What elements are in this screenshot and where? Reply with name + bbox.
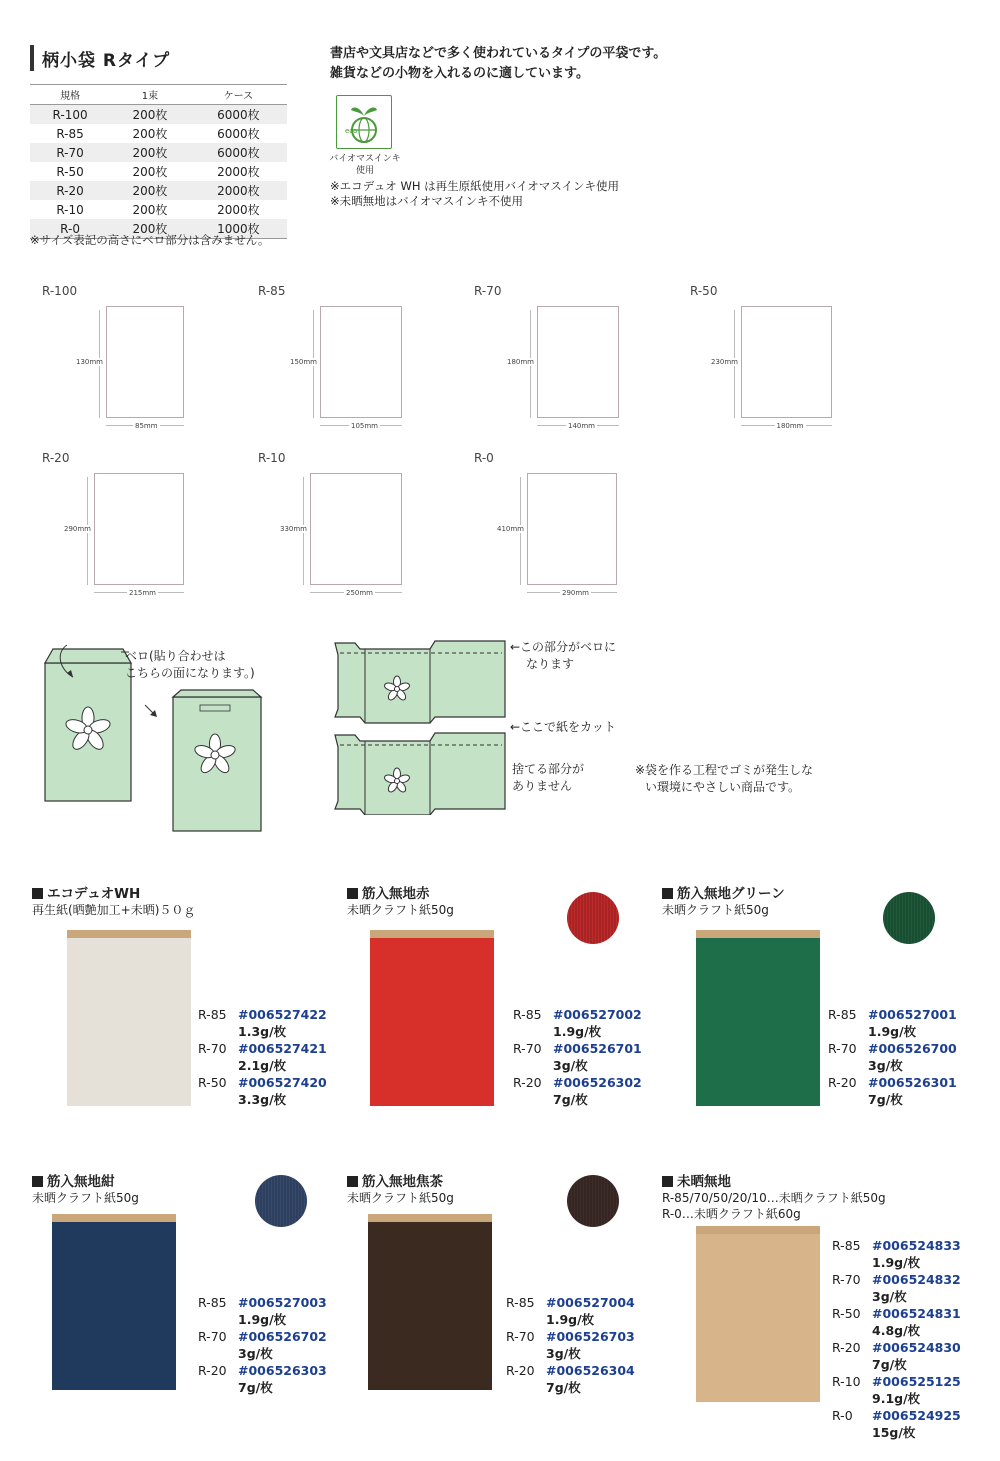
product-weight: 1.9g/枚 [238,1312,287,1327]
product-bag [368,1214,492,1390]
bag-flap [310,473,402,478]
bag-unfold-illustration [330,635,510,815]
size-label: R-85 [828,1007,857,1022]
spec-row [30,162,287,181]
bag-flap [537,306,619,311]
eco-logo [336,95,392,149]
product-name [347,1170,454,1190]
height-label: 150mm [290,358,317,366]
product-code: #006526303 [238,1363,327,1378]
square-bullet-icon [32,888,43,899]
spec-row [30,105,287,125]
product-code-row [506,1328,635,1345]
spec-cell: R-20 [30,181,110,200]
size-label: R-85 [506,1295,535,1310]
spec-cell: 200枚 [110,219,190,239]
product-code: #006526701 [553,1041,642,1056]
product-code-row [198,1294,327,1311]
color-swatch [566,1174,620,1228]
product-code-list [832,1237,961,1441]
product-material: R-0…未晒クラフト紙60g [662,1207,801,1221]
eco-logo-text: eco [345,127,358,135]
diagram-label: R-0 [474,451,494,465]
spec-header: ケース [190,85,287,105]
product-name [662,1170,886,1190]
spec-cell: 6000枚 [217,127,260,141]
spec-cell: 6000枚 [190,105,287,125]
bag-body [370,938,494,1106]
size-label: R-85 [198,1295,227,1310]
page-title: 柄小袋 Rタイプ [42,51,171,71]
product-code-row [832,1373,961,1390]
eco-note-line: ※未晒無地はバイオマスインキ不使用 [330,194,524,208]
size-label: R-85 [513,1007,542,1022]
product-code-list [198,1294,327,1396]
size-label: R-70 [506,1329,535,1344]
diagram-label: R-50 [690,284,718,298]
product-code-list [198,1006,327,1108]
size-label: R-85 [832,1238,861,1253]
product-code: #006526703 [546,1329,635,1344]
product-code-row [198,1074,327,1091]
product-code: #006527001 [868,1007,957,1022]
product-code-row [832,1339,961,1356]
flap-note [510,639,616,673]
product-code: #006526302 [553,1075,642,1090]
size-label: R-20 [832,1340,861,1355]
product-name [32,1170,139,1190]
width-label: 85mm [135,422,158,430]
size-label: R-70 [513,1041,542,1056]
product-header [347,882,454,918]
product-name-text: 筋入無地グリーン [677,886,785,902]
spec-cell: R-50 [56,164,84,179]
waste-note-line: 捨てる部分が [512,762,585,776]
product-weight: 9.1g/枚 [872,1391,921,1406]
square-bullet-icon [347,1176,358,1187]
product-weight: 2.1g/枚 [238,1058,287,1073]
product-code-row [198,1362,327,1379]
eco-notes [330,179,619,209]
product-bag [370,930,494,1106]
size-label: R-20 [513,1075,542,1090]
product-weight: 4.8g/枚 [872,1323,921,1338]
eco-message-line: ※袋を作る工程でゴミが発生しな [635,763,814,777]
bag-outline [310,477,402,585]
product-code: #006527420 [238,1075,327,1090]
size-label: R-70 [828,1041,857,1056]
diagram-label: R-20 [42,451,70,465]
bero-note-line: こちらの面になります。) [125,666,255,680]
product-code-row [506,1294,635,1311]
product-code-row [506,1362,635,1379]
product-material: 未晒クラフト紙50g [32,1191,139,1205]
cut-note: ←ここで紙をカット [510,720,616,734]
product-code: #006524831 [872,1306,961,1321]
bag-body [368,1222,492,1390]
size-label: R-70 [198,1329,227,1344]
product-name-text: 筋入無地焦茶 [362,1174,443,1190]
product-code: #006527421 [238,1041,327,1056]
square-bullet-icon [347,888,358,899]
bag-body [696,1234,820,1402]
waste-note [512,761,584,795]
diagram-label: R-100 [42,284,78,298]
width-label: 250mm [346,589,373,597]
bag-body [67,938,191,1106]
width-label: 290mm [562,589,589,597]
bag-outline [527,477,617,585]
product-code: #006526700 [868,1041,957,1056]
color-swatch [566,891,620,945]
height-label: 230mm [711,358,738,366]
product-code: #006526304 [546,1363,635,1378]
product-bag [67,930,191,1106]
bero-note [125,648,255,682]
bag-flap [320,306,402,311]
spec-cell: 200枚 [132,203,168,217]
product-code-row [832,1305,961,1322]
flap-note-line: なります [526,657,575,671]
color-swatch [882,891,936,945]
product-weight: 3g/枚 [553,1058,588,1073]
product-bag [696,1226,820,1402]
spec-table [30,84,287,239]
product-weight: 15g/枚 [872,1425,916,1440]
spec-cell: 6000枚 [190,143,287,162]
spec-cell: 200枚 [110,105,190,125]
eco-note-line: ※エコデュオ WH は再生原紙使用バイオマスインキ使用 [330,179,620,193]
product-code-list [506,1294,635,1396]
product-code: #006527004 [546,1295,635,1310]
title-bar [30,45,34,71]
eco-message-line: い環境にやさしい商品です。 [645,780,801,794]
product-header [32,1170,139,1206]
product-name-text: 未晒無地 [677,1174,731,1190]
spec-row [30,200,287,219]
unfold-top [335,641,505,723]
product-weight: 1.3g/枚 [238,1024,287,1039]
spec-row [30,181,287,200]
spec-header: 規格 [30,85,110,105]
width-label: 105mm [351,422,378,430]
size-label: R-20 [198,1363,227,1378]
product-weight: 3g/枚 [872,1289,907,1304]
description-line: 雑貨などの小物を入れるのに適しています。 [330,66,589,81]
product-weight: 7g/枚 [238,1380,273,1395]
product-code-row [513,1040,642,1057]
product-weight: 3g/枚 [238,1346,273,1361]
eco-message [635,762,813,796]
size-label: R-70 [198,1041,227,1056]
spec-cell: 200枚 [110,181,190,200]
spec-row [30,124,287,143]
width-label: 180mm [776,422,804,430]
product-code: #006526301 [868,1075,957,1090]
product-weight: 1.9g/枚 [546,1312,595,1327]
product-weight: 1.9g/枚 [872,1255,921,1270]
unfold-bottom [335,733,505,815]
spec-cell: 1000枚 [190,219,287,239]
height-label: 410mm [497,525,524,533]
bag-outline [94,477,184,585]
product-code-row [828,1006,957,1023]
product-code: #006524925 [872,1408,961,1423]
product-weight: 7g/枚 [872,1357,907,1372]
product-weight: 1.9g/枚 [868,1024,917,1039]
size-label: R-0 [832,1408,853,1423]
spec-cell: R-85 [56,126,84,141]
product-bag [52,1214,176,1390]
product-weight: 1.9g/枚 [553,1024,602,1039]
product-code-row [513,1006,642,1023]
product-weight: 3g/枚 [546,1346,581,1361]
diagram-label: R-70 [474,284,502,298]
product-name-text: 筋入無地紺 [47,1174,115,1190]
product-weight: 7g/枚 [868,1092,903,1107]
spec-cell: 2000枚 [217,203,260,217]
diagram-label: R-85 [258,284,286,298]
product-code-row [832,1237,961,1254]
product-weight: 3g/枚 [868,1058,903,1073]
product-code-row [513,1074,642,1091]
product-material: 再生紙(晒艶加工+未晒)５０ｇ [32,903,196,917]
product-code-list [828,1006,957,1108]
product-code-row [832,1407,961,1424]
product-code-row [828,1040,957,1057]
product-weight: 7g/枚 [553,1092,588,1107]
product-code: #006527003 [238,1295,327,1310]
waste-note-line: ありません [512,779,573,793]
product-material: 未晒クラフト紙50g [662,903,769,917]
bag-outline [537,310,619,418]
bero-note-line: ベロ(貼り合わせは [125,649,226,663]
size-label: R-50 [198,1075,227,1090]
spec-cell: 2000枚 [190,181,287,200]
product-code: #006524833 [872,1238,961,1253]
spec-cell: R-100 [30,105,110,125]
product-code: #006525125 [872,1374,961,1389]
description [330,44,666,84]
product-header [662,1170,886,1222]
product-code-row [198,1006,327,1023]
spec-cell: 200枚 [132,127,168,141]
product-header [662,882,785,918]
product-name [347,882,454,902]
bag-body [52,1222,176,1390]
product-header [347,1170,454,1206]
product-code-row [828,1074,957,1091]
size-label: R-85 [198,1007,227,1022]
spec-cell: R-70 [30,143,110,162]
eco-caption-line: 使用 [355,166,374,176]
height-label: 130mm [76,358,103,366]
product-code: #006526702 [238,1329,327,1344]
product-material: 未晒クラフト紙50g [347,903,454,917]
bag-outline [320,310,402,418]
bag-outline [106,310,184,418]
product-code-row [198,1328,327,1345]
color-swatch [254,1174,308,1228]
width-label: 140mm [568,422,595,430]
size-label: R-50 [832,1306,861,1321]
product-material: 未晒クラフト紙50g [347,1191,454,1205]
product-code-list [513,1006,642,1108]
height-label: 330mm [280,525,307,533]
description-line: 書店や文具店などで多く使われているタイプの平袋です。 [330,46,667,61]
product-code: #006527002 [553,1007,642,1022]
product-bag [696,930,820,1106]
width-label: 215mm [129,589,156,597]
spec-cell: 200枚 [110,143,190,162]
flap-note-line: ←この部分がベロに [510,640,617,654]
product-weight: 3.3g/枚 [238,1092,287,1107]
product-code: #006524832 [872,1272,961,1287]
square-bullet-icon [662,888,673,899]
height-label: 180mm [507,358,534,366]
product-name [32,882,195,902]
size-label: R-20 [828,1075,857,1090]
diagram-label: R-10 [258,451,286,465]
product-header [32,882,195,918]
square-bullet-icon [32,1176,43,1187]
height-label: 290mm [64,525,91,533]
bag-flap [106,306,184,311]
product-code-row [198,1040,327,1057]
spec-cell: 200枚 [132,165,168,179]
bag-body [696,938,820,1106]
spec-header: 1束 [110,85,190,105]
size-label: R-10 [832,1374,861,1389]
product-name-text: 筋入無地赤 [362,886,430,902]
size-label: R-20 [506,1363,535,1378]
square-bullet-icon [662,1176,673,1187]
bag-flap [527,473,617,478]
spec-row [30,143,287,162]
spec-cell: 2000枚 [217,165,260,179]
product-code: #006527422 [238,1007,327,1022]
bag-flap [741,306,832,311]
size-note: ※サイズ表記の高さにベロ部分は含みません。 [30,233,270,247]
product-name-text: エコデュオWH [47,886,141,902]
size-label: R-70 [832,1272,861,1287]
product-material: R-85/70/50/20/10…未晒クラフト紙50g [662,1191,886,1205]
eco-caption-line: バイオマスインキ [329,154,401,164]
bag-outline [741,310,832,418]
product-code: #006524830 [872,1340,961,1355]
spec-cell: R-0 [30,219,110,239]
product-weight: 7g/枚 [546,1380,581,1395]
product-name [662,882,785,902]
globe-leaf-icon [342,100,386,144]
eco-caption [328,153,402,177]
product-code-row [832,1271,961,1288]
spec-cell: R-10 [56,202,84,217]
bag-flap [94,473,184,478]
